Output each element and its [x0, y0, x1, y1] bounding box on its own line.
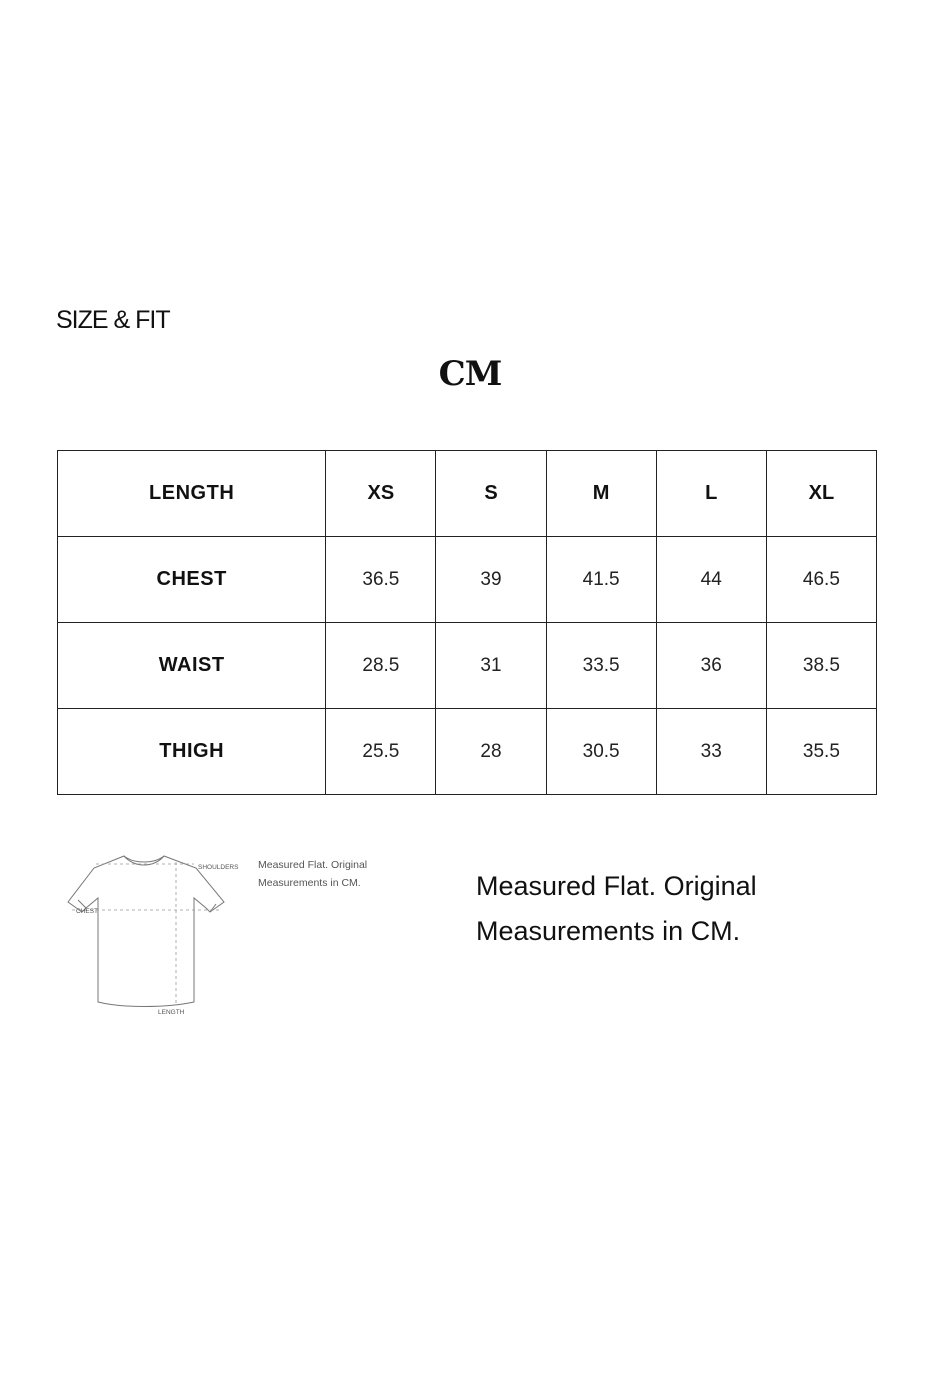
size-header-m: M — [546, 451, 656, 537]
table-row-waist — [58, 623, 877, 709]
table-cell: 36 — [656, 623, 766, 709]
table-cell: 28.5 — [326, 623, 436, 709]
label-shoulders: SHOULDERS — [198, 864, 239, 871]
section-title: SIZE & FIT — [56, 306, 170, 334]
size-chart-table — [57, 450, 877, 795]
table-cell: 28 — [436, 709, 546, 795]
note-line1: Measured Flat. Original — [476, 871, 757, 901]
table-cell: 35.5 — [766, 709, 876, 795]
row-label-thigh: THIGH — [58, 709, 326, 795]
table-cell: 36.5 — [326, 537, 436, 623]
table-row-chest — [58, 537, 877, 623]
size-header-l: L — [656, 451, 766, 537]
table-cell: 25.5 — [326, 709, 436, 795]
diagram-caption — [258, 856, 398, 892]
label-chest: CHEST — [76, 908, 99, 915]
table-cell: 46.5 — [766, 537, 876, 623]
header-label-length: LENGTH — [58, 451, 326, 537]
tshirt-outline-icon — [68, 856, 224, 1007]
size-header-xl: XL — [766, 451, 876, 537]
table-cell: 39 — [436, 537, 546, 623]
diagram-caption-line1: Measured Flat. Original — [258, 859, 368, 871]
table-header-row — [58, 451, 877, 537]
table-row-thigh — [58, 709, 877, 795]
table-cell: 41.5 — [546, 537, 656, 623]
table-cell: 33 — [656, 709, 766, 795]
note-line2: Measurements in CM. — [476, 916, 741, 946]
label-length: LENGTH — [158, 1009, 185, 1016]
size-header-s: S — [436, 451, 546, 537]
size-header-xs: XS — [326, 451, 436, 537]
table-cell: 31 — [436, 623, 546, 709]
row-label-chest: CHEST — [58, 537, 326, 623]
table-cell: 33.5 — [546, 623, 656, 709]
unit-heading: CM — [438, 354, 502, 394]
measurement-note — [476, 864, 896, 954]
row-label-waist: WAIST — [58, 623, 326, 709]
table-cell: 38.5 — [766, 623, 876, 709]
table-cell: 30.5 — [546, 709, 656, 795]
diagram-caption-line2: Measurements in CM. — [258, 877, 361, 889]
table-cell: 44 — [656, 537, 766, 623]
